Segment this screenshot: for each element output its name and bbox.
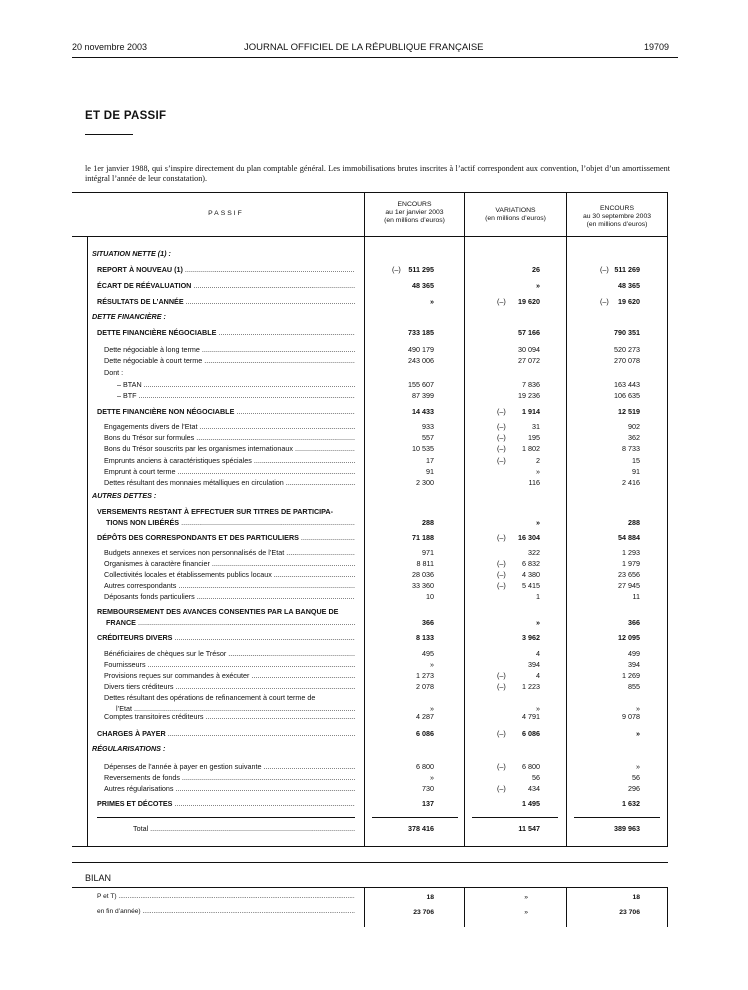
row-label: Fournisseurs ..... (104, 659, 355, 670)
row-label: Emprunt à court terme ..... (104, 466, 355, 477)
cell-variation: 116 (528, 478, 540, 487)
row-label: PRIMES ET DÉCOTES ..... (97, 798, 355, 809)
table-row (0, 367, 748, 378)
table-row (0, 379, 748, 390)
cell-encours-septembre: 499 (628, 649, 640, 658)
row-label: DÉPÔTS DES CORRESPONDANTS ET DES PARTICULIERS ..... (97, 532, 355, 543)
total-label: Total ..... (133, 823, 355, 834)
table-row (0, 728, 748, 739)
cell-encours-septembre: 48 365 (618, 281, 640, 290)
table-row (0, 390, 748, 401)
cell-variation: 16 304 (518, 533, 540, 542)
cell-encours-janvier: 4 287 (416, 712, 434, 721)
cell-encours-septembre: 8 733 (622, 444, 640, 453)
table-row (0, 355, 748, 366)
cell-variation: » (536, 467, 540, 476)
header-line: ENCOURS (600, 205, 634, 212)
cell-encours-janvier: 2 078 (416, 682, 434, 691)
table-row (0, 743, 748, 754)
header-line: au 30 septembre 2003 (582, 213, 652, 220)
cell-encours-janvier: 495 (422, 649, 434, 658)
row-label: DETTE FINANCIÈRE NON NÉGOCIABLE ..... (97, 406, 355, 417)
cell-encours-janvier: 490 179 (408, 345, 434, 354)
row-label: Reversements de fonds ..... (104, 772, 355, 783)
total-rule (372, 817, 458, 818)
cell-encours-janvier: » (430, 773, 434, 782)
negative-sign: (–) (600, 297, 609, 306)
row-label: l’Etat ..... (116, 703, 355, 714)
cell-encours-septembre: 362 (628, 433, 640, 442)
cell-variation: 26 (532, 265, 540, 274)
cell-variation: 1 495 (522, 799, 540, 808)
row-label: Autres régularisations ..... (104, 783, 355, 794)
cell-variation: 6 800 (522, 762, 540, 771)
cell-encours-septembre: 11 (632, 592, 640, 601)
row-label: Dettes résultant des monnaies métalliques en circulation ..... (104, 477, 355, 488)
table-row (0, 327, 748, 338)
cell-encours-septembre: 1 269 (622, 671, 640, 680)
table-row (0, 692, 748, 703)
bilan-top-rule (72, 862, 668, 863)
cell-encours-septembre: 15 (632, 456, 640, 465)
negative-sign: (–) (497, 297, 506, 306)
header-date: 20 novembre 2003 (72, 42, 148, 52)
row-label: Autres correspondants ..... (104, 580, 355, 591)
cell-encours-janvier: 71 188 (412, 533, 434, 542)
row-label: Bons du Trésor souscrits par les organismes internationaux ..... (104, 443, 355, 454)
header-line: au 1er janvier 2003 (385, 209, 444, 216)
header-line: VARIATIONS (495, 207, 536, 214)
table-row (0, 547, 748, 558)
cell-encours-septembre: 27 945 (618, 581, 640, 590)
total-rule (97, 817, 355, 818)
row-label: VERSEMENTS RESTANT À EFFECTUER SUR TITRES DE PARTICIPA- (97, 507, 333, 516)
cell-encours-janvier: 511 295 (408, 265, 434, 274)
cell-variation: 4 791 (522, 712, 540, 721)
header-rule (72, 57, 678, 58)
bilan-row-encours-janvier: 18 (426, 894, 434, 901)
negative-sign: (–) (497, 762, 506, 771)
section-title: ET DE PASSIF (85, 110, 167, 122)
cell-encours-janvier: 155 607 (408, 380, 434, 389)
bilan-row-encours-janvier: 23 706 (413, 909, 434, 916)
row-label: AUTRES DETTES : (92, 491, 157, 500)
column-header-passif: PASSIF (208, 210, 244, 217)
table-row (0, 455, 748, 466)
bilan-row-label: P et T) ..... (97, 892, 355, 902)
table-row (0, 606, 748, 617)
cell-encours-janvier: 14 433 (412, 407, 434, 416)
table-row (0, 296, 748, 307)
title-underline (85, 134, 133, 135)
header-page-number: 19709 (644, 42, 670, 52)
row-label: Dépenses de l’année à payer en gestion suivante ..... (104, 761, 355, 772)
table-row (0, 711, 748, 722)
cell-variation: 6 086 (522, 729, 540, 738)
cell-variation: 1 802 (522, 444, 540, 453)
cell-encours-septembre: 902 (628, 422, 640, 431)
cell-encours-janvier: 557 (422, 433, 434, 442)
cell-encours-janvier: 933 (422, 422, 434, 431)
cell-encours-septembre: 2 416 (622, 478, 640, 487)
cell-variation: 4 (536, 671, 540, 680)
row-label: – BTAN ..... (117, 379, 355, 390)
header-line: (en millions d’euros) (586, 221, 648, 228)
negative-sign: (–) (497, 456, 506, 465)
table-bottom-rule (72, 846, 668, 847)
table-row (0, 432, 748, 443)
table-row (0, 761, 748, 772)
bilan-row-encours-septembre: 23 706 (619, 909, 640, 916)
cell-encours-septembre: » (636, 704, 640, 713)
total-encours-janvier: 378 416 (408, 824, 434, 833)
table-row (0, 632, 748, 643)
row-label: Bénéficiaires de chèques sur le Trésor ..... (104, 648, 355, 659)
total-rule (574, 817, 660, 818)
cell-encours-septembre: 288 (628, 518, 640, 527)
cell-variation: 57 166 (518, 328, 540, 337)
negative-sign: (–) (497, 433, 506, 442)
cell-variation: » (536, 518, 540, 527)
cell-encours-septembre: 54 884 (618, 533, 640, 542)
cell-encours-janvier: 91 (426, 467, 434, 476)
cell-encours-septembre: 511 269 (614, 265, 640, 274)
table-row (0, 466, 748, 477)
cell-encours-septembre: 9 078 (622, 712, 640, 721)
cell-encours-septembre: » (636, 762, 640, 771)
cell-encours-septembre: 790 351 (614, 328, 640, 337)
row-label: CRÉDITEURS DIVERS ..... (97, 632, 355, 643)
table-row (0, 772, 748, 783)
row-label: Déposants fonds particuliers ..... (104, 591, 355, 602)
cell-encours-septembre: 1 979 (622, 559, 640, 568)
negative-sign: (–) (497, 407, 506, 416)
cell-variation: » (536, 281, 540, 290)
column-header-encours-janvier (365, 201, 464, 225)
table-row (0, 798, 748, 809)
table-row (0, 659, 748, 670)
negative-sign: (–) (497, 729, 506, 738)
cell-variation: 30 094 (518, 345, 540, 354)
row-label: SITUATION NETTE (1) : (92, 249, 171, 258)
negative-sign: (–) (497, 671, 506, 680)
row-label: DETTE FINANCIÈRE NÉGOCIABLE ..... (97, 327, 355, 338)
cell-encours-janvier: 2 300 (416, 478, 434, 487)
bilan-row-variation: » (524, 909, 528, 916)
cell-encours-janvier: 243 006 (408, 356, 434, 365)
table-row (0, 406, 748, 417)
bilan-title: BILAN (85, 873, 112, 883)
cell-encours-septembre: 296 (628, 784, 640, 793)
header-line: (en millions d’euros) (384, 217, 445, 224)
cell-variation: 19 620 (518, 297, 540, 306)
cell-variation: 31 (532, 422, 540, 431)
row-label: – BTF ..... (117, 390, 355, 401)
cell-encours-septembre: 56 (632, 773, 640, 782)
row-label: Dettes résultant des opérations de refinancement à court terme de (104, 693, 316, 702)
cell-variation: 19 236 (518, 391, 540, 400)
table-row (0, 421, 748, 432)
table-row (0, 681, 748, 692)
cell-encours-septembre: 394 (628, 660, 640, 669)
row-label: TIONS NON LIBÉRÉS ..... (106, 517, 355, 528)
cell-encours-janvier: » (430, 704, 434, 713)
negative-sign: (–) (497, 682, 506, 691)
cell-variation: 434 (528, 784, 540, 793)
cell-variation: 2 (536, 456, 540, 465)
cell-encours-janvier: 366 (422, 618, 434, 627)
row-label: REPORT À NOUVEAU (1) ..... (97, 264, 355, 275)
row-label: RÉGULARISATIONS : (92, 744, 166, 753)
table-row (0, 443, 748, 454)
row-label: Engagements divers de l’Etat ..... (104, 421, 355, 432)
table-row (0, 344, 748, 355)
bilan-row-label: en fin d’année) ..... (97, 907, 355, 917)
negative-sign: (–) (497, 444, 506, 453)
cell-encours-janvier: » (430, 297, 434, 306)
cell-encours-janvier: 10 (426, 592, 434, 601)
intro-paragraph: le 1er janvier 1988, qui s’inspire directement du plan comptable général. Les immobilisations brutes inscrites à l’actif correspondent aux convention, l’objet d’un amortissement intégral l’année de leur constatation). (85, 164, 670, 183)
bilan-header-rule (72, 887, 668, 888)
cell-encours-septembre: » (636, 729, 640, 738)
cell-encours-septembre: 12 519 (618, 407, 640, 416)
cell-encours-septembre: 270 078 (614, 356, 640, 365)
cell-encours-janvier: 6 086 (416, 729, 434, 738)
cell-encours-janvier: 28 036 (412, 570, 434, 579)
row-label: Budgets annexes et services non personnalisés de l’Etat ..... (104, 547, 355, 558)
cell-variation: 7 836 (522, 380, 540, 389)
negative-sign: (–) (600, 265, 609, 274)
row-label: REMBOURSEMENT DES AVANCES CONSENTIES PAR LA BANQUE DE (97, 607, 339, 616)
cell-encours-janvier: 8 811 (416, 559, 434, 568)
cell-encours-septembre: 520 273 (614, 345, 640, 354)
cell-encours-janvier: 137 (422, 799, 434, 808)
table-row (0, 280, 748, 291)
row-label: FRANCE ..... (106, 617, 355, 628)
cell-encours-septembre: 1 632 (622, 799, 640, 808)
cell-encours-septembre: 366 (628, 618, 640, 627)
row-label: Provisions reçues sur commandes à exécuter ..... (104, 670, 355, 681)
cell-encours-janvier: 33 360 (412, 581, 434, 590)
cell-encours-janvier: 48 365 (412, 281, 434, 290)
cell-encours-janvier: 17 (426, 456, 434, 465)
cell-encours-janvier: 971 (422, 548, 434, 557)
bilan-row (0, 892, 748, 903)
cell-encours-janvier: 87 399 (412, 391, 434, 400)
cell-encours-septembre: 1 293 (622, 548, 640, 557)
total-rule (472, 817, 558, 818)
row-label: Dette négociable à long terme ..... (104, 344, 355, 355)
row-label: Emprunts anciens à caractéristiques spéciales ..... (104, 455, 355, 466)
row-label: Dette négociable à court terme ..... (104, 355, 355, 366)
cell-variation: 322 (528, 548, 540, 557)
table-row (0, 311, 748, 322)
cell-encours-janvier: 1 273 (416, 671, 434, 680)
cell-variation: 56 (532, 773, 540, 782)
cell-variation: 6 832 (522, 559, 540, 568)
table-row (0, 591, 748, 602)
cell-variation: 195 (528, 433, 540, 442)
row-label: RÉSULTATS DE L’ANNÉE ..... (97, 296, 355, 307)
cell-encours-janvier: 10 535 (412, 444, 434, 453)
cell-variation: » (536, 618, 540, 627)
row-label: Organismes à caractère financier ..... (104, 558, 355, 569)
cell-variation: 394 (528, 660, 540, 669)
cell-variation: 5 415 (522, 581, 540, 590)
negative-sign: (–) (497, 559, 506, 568)
cell-variation: 1 223 (522, 682, 540, 691)
header-journal-title: JOURNAL OFFICIEL DE LA RÉPUBLIQUE FRANÇAISE (244, 42, 484, 53)
cell-variation: 4 380 (522, 570, 540, 579)
total-variation: 11 547 (518, 824, 540, 833)
cell-encours-septembre: 12 095 (618, 633, 640, 642)
table-row (0, 506, 748, 517)
table-row (0, 532, 748, 543)
negative-sign: (–) (392, 265, 401, 274)
negative-sign: (–) (497, 422, 506, 431)
column-header-variations (465, 207, 566, 223)
row-label: CHARGES À PAYER ..... (97, 728, 355, 739)
row-label: ÉCART DE RÉÉVALUATION ..... (97, 280, 355, 291)
table-row (0, 783, 748, 794)
row-label: DETTE FINANCIÈRE : (92, 312, 166, 321)
cell-encours-septembre: 106 635 (614, 391, 640, 400)
cell-encours-janvier: 730 (422, 784, 434, 793)
cell-encours-janvier: 733 185 (408, 328, 434, 337)
bilan-row-encours-septembre: 18 (632, 894, 640, 901)
table-row (0, 580, 748, 591)
table-row (0, 490, 748, 501)
cell-encours-septembre: 855 (628, 682, 640, 691)
cell-variation: 4 (536, 649, 540, 658)
cell-encours-janvier: 288 (422, 518, 434, 527)
table-row (0, 670, 748, 681)
cell-encours-janvier: » (430, 660, 434, 669)
cell-encours-septembre: 19 620 (618, 297, 640, 306)
table-row (0, 477, 748, 488)
header-line: ENCOURS (397, 201, 432, 208)
table-row (0, 648, 748, 659)
table-row (0, 517, 748, 528)
total-encours-septembre: 389 963 (614, 824, 640, 833)
row-label: Collectivités locales et établissements publics locaux ..... (104, 569, 355, 580)
cell-encours-janvier: 8 133 (416, 633, 434, 642)
cell-encours-septembre: 91 (632, 467, 640, 476)
cell-variation: 27 072 (518, 356, 540, 365)
negative-sign: (–) (497, 533, 506, 542)
cell-encours-septembre: 163 443 (614, 380, 640, 389)
negative-sign: (–) (497, 581, 506, 590)
table-row (0, 569, 748, 580)
table-row (0, 264, 748, 275)
table-row (0, 558, 748, 569)
cell-variation: » (536, 704, 540, 713)
cell-variation: 3 962 (522, 633, 540, 642)
bilan-row (0, 907, 748, 918)
table-row (0, 248, 748, 259)
row-label: Bons du Trésor sur formules ..... (104, 432, 355, 443)
total-row (0, 823, 748, 834)
negative-sign: (–) (497, 570, 506, 579)
cell-encours-janvier: 6 800 (416, 762, 434, 771)
table-row (0, 617, 748, 628)
cell-variation: 1 (536, 592, 540, 601)
column-header-encours-septembre (567, 205, 667, 229)
cell-encours-septembre: 23 656 (618, 570, 640, 579)
row-label: Dont : (104, 368, 124, 377)
row-label: Comptes transitoires créditeurs ..... (104, 711, 355, 722)
table-header-rule (72, 236, 668, 237)
cell-variation: 1 914 (522, 407, 540, 416)
row-label: Divers tiers créditeurs ..... (104, 681, 355, 692)
header-line: (en millions d’euros) (485, 215, 546, 222)
bilan-row-variation: » (524, 894, 528, 901)
negative-sign: (–) (497, 784, 506, 793)
table-top-rule (72, 192, 668, 193)
